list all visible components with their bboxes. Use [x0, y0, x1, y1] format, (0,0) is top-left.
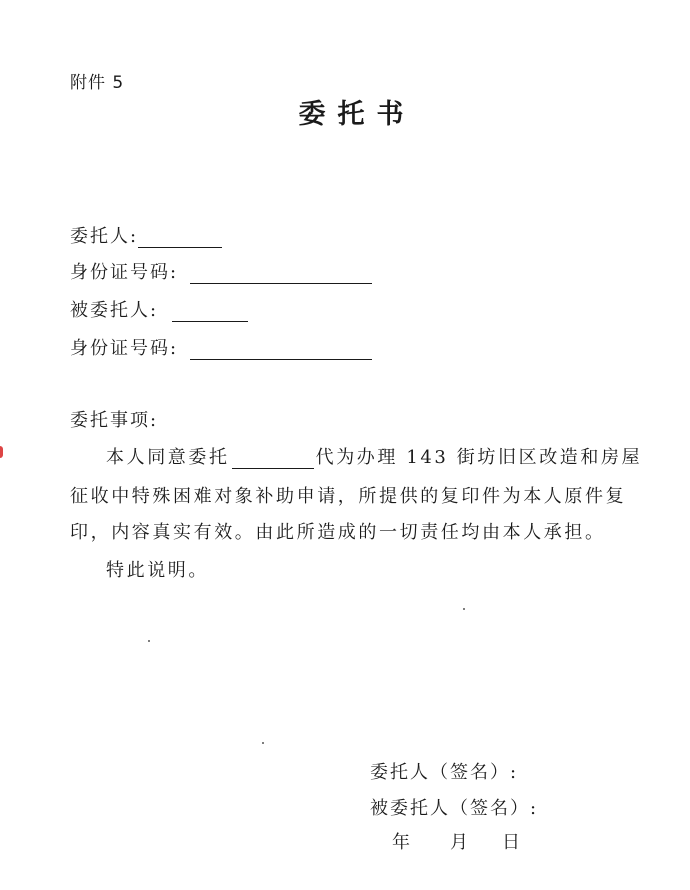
matters-heading: 委托事项: — [70, 410, 159, 431]
date-month: 月 — [450, 832, 468, 853]
document-title: 委托书 — [298, 99, 416, 130]
date-day: 日 — [502, 832, 520, 853]
agent-name-blank — [232, 450, 314, 469]
principal-label: 委托人: — [70, 226, 139, 247]
matters-line-1-suffix: 代为办理 143 街坊旧区改造和房屋 — [315, 447, 643, 468]
scan-speck — [262, 742, 264, 744]
date-year: 年 — [392, 832, 410, 853]
agent-field — [70, 296, 248, 322]
edge-mark — [0, 446, 3, 458]
principal-signature: 委托人（签名）: — [370, 762, 519, 783]
scan-speck — [148, 640, 150, 642]
principal-id-field — [70, 258, 372, 284]
agent-label: 被委托人: — [70, 300, 159, 321]
matters-line-1-prefix: 本人同意委托 — [106, 447, 230, 468]
agent-blank — [172, 303, 248, 322]
agent-id-field — [70, 334, 372, 360]
principal-blank — [138, 229, 222, 248]
principal-field — [70, 222, 222, 248]
agent-id-blank — [190, 341, 372, 360]
annex-label: 附件 5 — [70, 73, 125, 93]
matters-line-2: 征收中特殊困难对象补助申请，所提供的复印件为本人原件复 — [70, 486, 627, 507]
principal-id-label: 身份证号码: — [70, 262, 179, 283]
scan-speck — [463, 608, 465, 610]
principal-id-blank — [190, 265, 372, 284]
signature-date — [392, 828, 520, 854]
matters-line-3: 印，内容真实有效。由此所造成的一切责任均由本人承担。 — [70, 522, 606, 543]
agent-signature: 被委托人（签名）: — [370, 798, 539, 819]
matters-line-1 — [106, 443, 642, 469]
closing-statement: 特此说明。 — [106, 560, 209, 581]
agent-id-label: 身份证号码: — [70, 338, 179, 359]
